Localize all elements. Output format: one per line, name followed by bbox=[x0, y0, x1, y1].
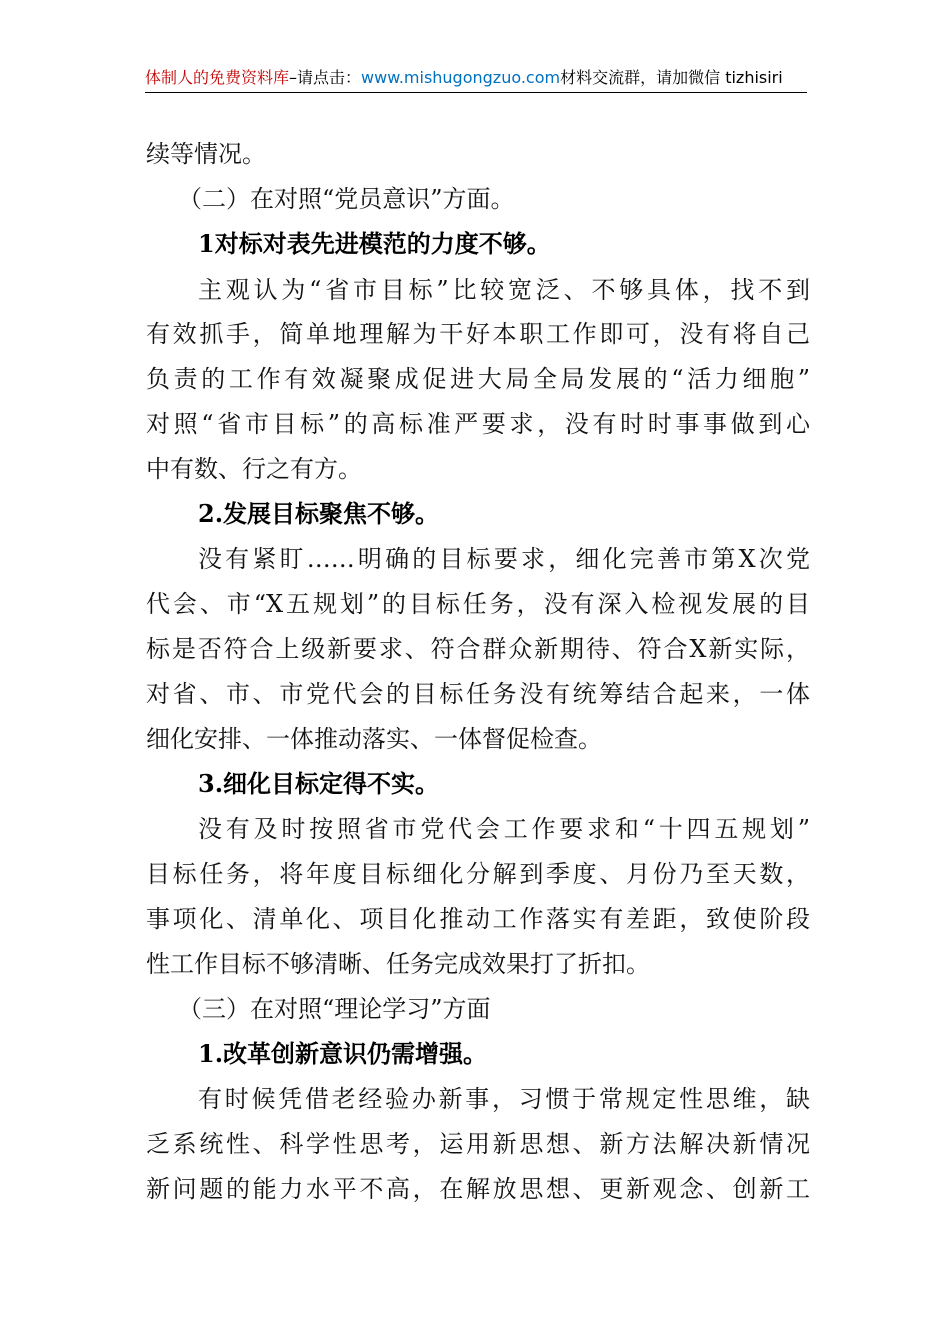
header-prompt: –请点击： bbox=[289, 68, 362, 87]
text-line: 有效抓手，简单地理解为干好本职工作即可，没有将自己 bbox=[146, 320, 810, 348]
text-line: 主观认为“省市目标”比较宽泛、不够具体，找不到 bbox=[198, 276, 810, 304]
section-heading: （三）在对照“理论学习”方面 bbox=[178, 995, 491, 1023]
subsection-heading: 3.细化目标定得不实。 bbox=[198, 769, 440, 798]
subsection-heading: 1对标对表先进模范的力度不够。 bbox=[198, 229, 551, 258]
page-header bbox=[145, 64, 807, 93]
text-line: 中有数、行之有方。 bbox=[146, 455, 362, 483]
text-line: 没有及时按照省市党代会工作要求和“十四五规划” bbox=[198, 815, 810, 843]
text-line: 细化安排、一体推动落实、一体督促检查。 bbox=[146, 725, 602, 753]
text-line: 目标任务，将年度目标细化分解到季度、月份乃至天数， bbox=[146, 860, 810, 888]
text-line: 没有紧盯……明确的目标要求，细化完善市第X次党 bbox=[198, 545, 810, 573]
text-line: 标是否符合上级新要求、符合群众新期待、符合X新实际， bbox=[146, 635, 810, 663]
text-line: 负责的工作有效凝聚成促进大局全局发展的“活力细胞” bbox=[146, 365, 810, 393]
text-line: 新问题的能力水平不高，在解放思想、更新观念、创新工 bbox=[146, 1175, 810, 1203]
header-brand: 体制人的免费资料库 bbox=[145, 68, 290, 87]
subsection-heading: 2.发展目标聚焦不够。 bbox=[198, 499, 440, 528]
text-line: 乏系统性、科学性思考，运用新思想、新方法解决新情况 bbox=[146, 1130, 810, 1158]
header-url-link[interactable]: www.mishugongzuo.com bbox=[361, 68, 561, 87]
text-line: 对省、市、市党代会的目标任务没有统筹结合起来，一体 bbox=[146, 680, 810, 708]
subsection-heading: 1.改革创新意识仍需增强。 bbox=[198, 1039, 488, 1068]
text-line: 对照“省市目标”的高标准严要求，没有时时事事做到心 bbox=[146, 410, 810, 438]
text-line: 代会、市“X五规划”的目标任务，没有深入检视发展的目 bbox=[146, 590, 810, 618]
text-line: 性工作目标不够清晰、任务完成效果打了折扣。 bbox=[146, 950, 650, 978]
text-line: 续等情况。 bbox=[146, 140, 266, 168]
section-heading: （二）在对照“党员意识”方面。 bbox=[178, 185, 515, 213]
header-contact: 材料交流群，请加微信 tizhisiri bbox=[560, 68, 783, 87]
text-line: 有时候凭借老经验办新事，习惯于常规定性思维，缺 bbox=[198, 1085, 810, 1113]
text-line: 事项化、清单化、项目化推动工作落实有差距，致使阶段 bbox=[146, 905, 810, 933]
